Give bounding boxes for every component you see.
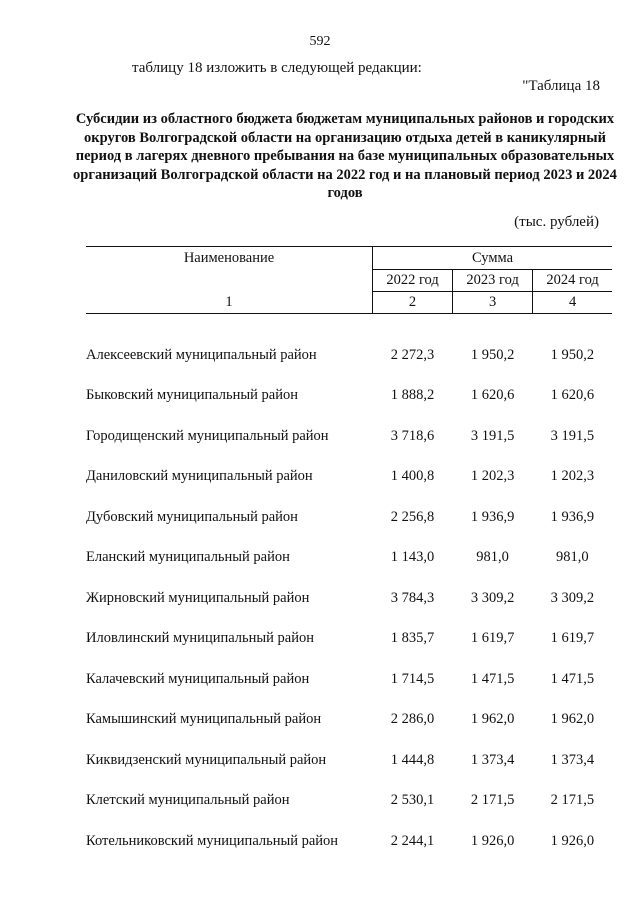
- table-row: [86, 821, 612, 862]
- value-2022: 1 888,2: [390, 387, 435, 404]
- district-name: Клетский муниципальный район: [86, 792, 290, 809]
- district-name: Камышинский муниципальный район: [86, 711, 322, 728]
- value-2024: 3 191,5: [550, 427, 595, 444]
- value-2023: 1 936,9: [470, 508, 515, 525]
- value-2022: 3 718,6: [390, 427, 435, 444]
- value-2024: 1 373,4: [550, 751, 595, 768]
- value-2023: 1 620,6: [470, 387, 515, 404]
- value-2023: 981,0: [476, 549, 509, 566]
- value-2022: 1 143,0: [390, 549, 435, 566]
- district-name: Дубовский муниципальный район: [86, 508, 298, 525]
- district-name: Алексеевский муниципальный район: [86, 346, 317, 363]
- table-row: [86, 781, 612, 822]
- table-row: [86, 578, 612, 619]
- value-2024: 1 619,7: [550, 630, 595, 647]
- value-2022: 2 272,3: [390, 346, 435, 363]
- document-title: Субсидии из областного бюджета бюджетам муниципальных районов и городских округов Волгоградской области на организацию отдыха детей в каникулярный период в лагерях дневного пребывания на базе муниципальных образовательных организаций Волгоградской области на 2022 год и на плановый период 2023 и 2024 годов: [73, 111, 617, 201]
- table-row: [86, 335, 612, 376]
- value-2023: 1 202,3: [470, 468, 515, 485]
- value-2024: 1 202,3: [550, 468, 595, 485]
- value-2024: 1 620,6: [550, 387, 595, 404]
- value-2023: 1 619,7: [470, 630, 515, 647]
- value-2022: 1 444,8: [390, 751, 435, 768]
- header-year-2024: 2024 год: [533, 270, 612, 292]
- value-2024: 2 171,5: [550, 792, 595, 809]
- district-name: Жирновский муниципальный район: [86, 589, 310, 606]
- value-2022: 2 286,0: [390, 711, 435, 728]
- table-label: "Таблица 18: [522, 78, 600, 94]
- district-name: Еланский муниципальный район: [86, 549, 290, 566]
- value-2024: 1 936,9: [550, 508, 595, 525]
- column-number-3: 3: [453, 292, 533, 314]
- value-2022: 2 256,8: [390, 508, 435, 525]
- district-name: Калачевский муниципальный район: [86, 670, 310, 687]
- district-name: Киквидзенский муниципальный район: [86, 751, 327, 768]
- intro-text: таблицу 18 изложить в следующей редакции:: [132, 60, 422, 76]
- column-number-4: 4: [533, 292, 612, 314]
- value-2024: 3 309,2: [550, 589, 595, 606]
- value-2024: 1 471,5: [550, 670, 595, 687]
- value-2023: 1 950,2: [470, 346, 515, 363]
- value-2023: 1 471,5: [470, 670, 515, 687]
- unit-label: (тыс. рублей): [514, 214, 599, 230]
- subsidies-table: [86, 246, 612, 862]
- table-row: [86, 659, 612, 700]
- value-2022: 3 784,3: [390, 589, 435, 606]
- column-number-1: 1: [86, 292, 373, 314]
- table-row: [86, 497, 612, 538]
- table-row: [86, 740, 612, 781]
- district-name: Быковский муниципальный район: [86, 387, 298, 404]
- table-row: [86, 538, 612, 579]
- value-2022: 1 400,8: [390, 468, 435, 485]
- header-year-2022: 2022 год: [373, 270, 453, 292]
- district-name: Котельниковский муниципальный район: [86, 832, 339, 849]
- value-2024: 981,0: [556, 549, 589, 566]
- page-number: 592: [309, 34, 331, 49]
- value-2023: 3 191,5: [470, 427, 515, 444]
- value-2022: 1 835,7: [390, 630, 435, 647]
- value-2022: 2 530,1: [390, 792, 435, 809]
- table-row: [86, 376, 612, 417]
- table-row: [86, 457, 612, 498]
- table-row: [86, 700, 612, 741]
- value-2024: 1 962,0: [550, 711, 595, 728]
- value-2023: 2 171,5: [470, 792, 515, 809]
- value-2024: 1 926,0: [550, 832, 595, 849]
- value-2022: 2 244,1: [390, 832, 435, 849]
- header-year-2023: 2023 год: [453, 270, 533, 292]
- header-name: Наименование: [86, 247, 373, 292]
- district-name: Даниловский муниципальный район: [86, 468, 313, 485]
- value-2023: 3 309,2: [470, 589, 515, 606]
- column-number-2: 2: [373, 292, 453, 314]
- value-2023: 1 926,0: [470, 832, 515, 849]
- district-name: Городищенский муниципальный район: [86, 427, 329, 444]
- district-name: Иловлинский муниципальный район: [86, 630, 314, 647]
- header-sum: Сумма: [373, 247, 613, 270]
- value-2023: 1 373,4: [470, 751, 515, 768]
- value-2023: 1 962,0: [470, 711, 515, 728]
- value-2024: 1 950,2: [550, 346, 595, 363]
- value-2022: 1 714,5: [390, 670, 435, 687]
- table-row: [86, 619, 612, 660]
- table-row: [86, 416, 612, 457]
